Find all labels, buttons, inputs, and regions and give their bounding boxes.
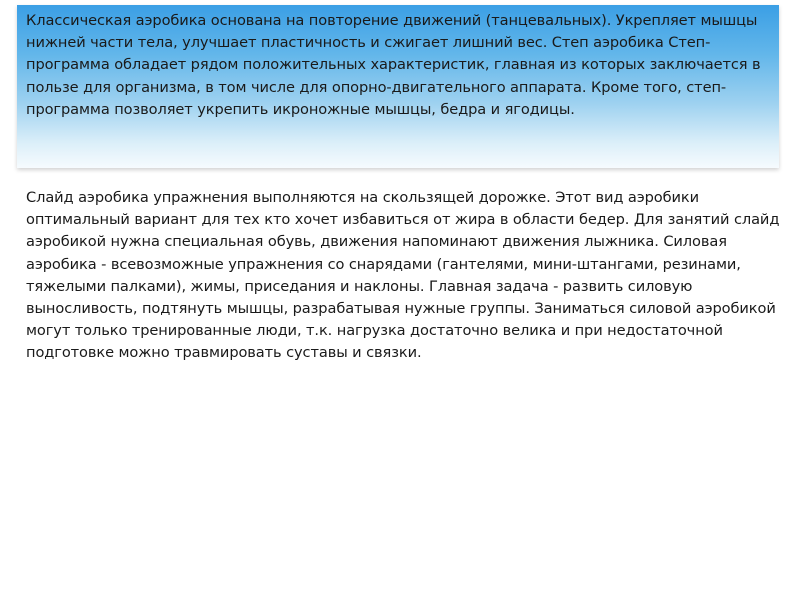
bottom-paragraph: Слайд аэробика упражнения выполняются на скользящей дорожке. Этот вид аэробики оптимальный вариант для тех кто хочет избавиться от жира в области бедер. Для занятий слайд аэробикой нужна специальная обувь, движения напоминают движения лыжника. Силовая аэробика - всевозможные упражнения со снарядами (гантелями, мини-штангами, резинами, тяжелыми палками), жимы, приседания и наклоны. Главная задача - развить силовую выносливость, подтянуть мышцы, разрабатывая нужные группы. Заниматься силовой аэробикой могут только тренированные люди, т.к. нагрузка достаточно велика и при недостаточной подготовке можно травмировать суставы и связки. bbox=[26, 189, 780, 362]
top-paragraph: Классическая аэробика основана на повторение движений (танцевальных). Укрепляет мышцы нижней части тела, улучшает пластичность и сжигает лишний вес. Степ аэробика Степ-программа обладает рядом положительных характеристик, главная из которых заключается в пользе для организма, в том числе для опорно-двигательного аппарата. Кроме того, степ-программа позволяет укрепить икроножные мышцы, бедра и ягодицы. bbox=[26, 12, 761, 118]
